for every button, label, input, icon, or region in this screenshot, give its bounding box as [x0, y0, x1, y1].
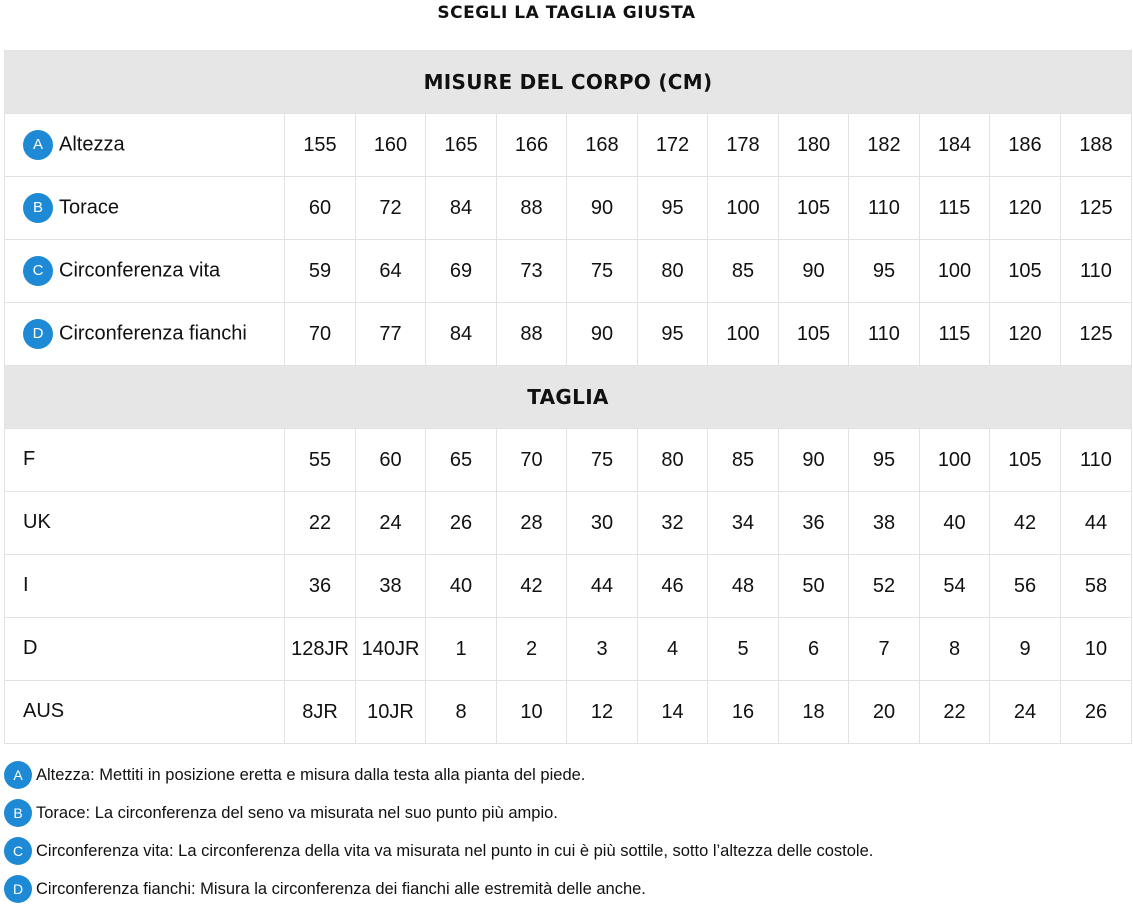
- table-cell: 184: [920, 114, 990, 177]
- table-cell: 165: [426, 114, 497, 177]
- row-label: Altezza: [59, 133, 125, 156]
- table-cell: 110: [849, 177, 920, 240]
- table-cell: 88: [497, 177, 567, 240]
- note-item: [4, 794, 1129, 832]
- table-cell: 24: [356, 492, 426, 555]
- table-cell: 140JR: [356, 618, 426, 681]
- table-cell: 46: [638, 555, 708, 618]
- table-cell: 28: [497, 492, 567, 555]
- row-label: Torace: [59, 196, 120, 219]
- table-cell: 85: [708, 240, 779, 303]
- table-cell: 115: [920, 177, 990, 240]
- row-label-cell: [5, 429, 285, 492]
- table-row: [5, 303, 1132, 366]
- measure-badge: D: [23, 319, 53, 349]
- table-cell: 105: [779, 177, 849, 240]
- table-cell: 40: [426, 555, 497, 618]
- table-cell: 65: [426, 429, 497, 492]
- row-label: AUS: [23, 700, 65, 723]
- row-label-cell: [5, 240, 285, 303]
- table-cell: 1: [426, 618, 497, 681]
- table-cell: 14: [638, 681, 708, 744]
- body-measures-header-row: [5, 51, 1132, 114]
- table-cell: 77: [356, 303, 426, 366]
- table-cell: 56: [990, 555, 1061, 618]
- row-label: Circonferenza vita: [59, 259, 221, 282]
- table-cell: 69: [426, 240, 497, 303]
- table-cell: 54: [920, 555, 990, 618]
- row-label-cell: [5, 492, 285, 555]
- table-cell: 8JR: [285, 681, 356, 744]
- row-label: F: [23, 448, 36, 471]
- table-cell: 72: [356, 177, 426, 240]
- row-label: I: [23, 574, 29, 597]
- table-cell: 38: [849, 492, 920, 555]
- table-row: [5, 177, 1132, 240]
- table-cell: 110: [1061, 429, 1132, 492]
- table-cell: 60: [285, 177, 356, 240]
- table-cell: 55: [285, 429, 356, 492]
- table-cell: 75: [567, 240, 638, 303]
- table-cell: 12: [567, 681, 638, 744]
- table-cell: 34: [708, 492, 779, 555]
- table-cell: 178: [708, 114, 779, 177]
- note-badge: A: [4, 761, 32, 789]
- size-chart-table: [4, 50, 1132, 744]
- table-cell: 32: [638, 492, 708, 555]
- table-cell: 38: [356, 555, 426, 618]
- table-cell: 10: [1061, 618, 1132, 681]
- table-cell: 160: [356, 114, 426, 177]
- table-cell: 172: [638, 114, 708, 177]
- measure-badge: B: [23, 193, 53, 223]
- page-title: SCEGLI LA TAGLIA GIUSTA: [437, 3, 696, 23]
- table-cell: 100: [920, 240, 990, 303]
- table-cell: 6: [779, 618, 849, 681]
- table-row: [5, 618, 1132, 681]
- table-cell: 105: [990, 429, 1061, 492]
- table-cell: 180: [779, 114, 849, 177]
- table-cell: 188: [1061, 114, 1132, 177]
- measure-badge: C: [23, 256, 53, 286]
- table-cell: 60: [356, 429, 426, 492]
- table-cell: 59: [285, 240, 356, 303]
- table-cell: 100: [920, 429, 990, 492]
- table-cell: 70: [285, 303, 356, 366]
- table-cell: 115: [920, 303, 990, 366]
- table-cell: 30: [567, 492, 638, 555]
- table-cell: 64: [356, 240, 426, 303]
- table-cell: 84: [426, 303, 497, 366]
- table-cell: 90: [779, 429, 849, 492]
- table-cell: 182: [849, 114, 920, 177]
- measurement-notes: [4, 756, 1129, 908]
- table-cell: 42: [990, 492, 1061, 555]
- table-cell: 75: [567, 429, 638, 492]
- table-cell: 44: [567, 555, 638, 618]
- table-cell: 5: [708, 618, 779, 681]
- table-row: [5, 240, 1132, 303]
- table-cell: 16: [708, 681, 779, 744]
- sizes-header: TAGLIA: [5, 366, 1132, 429]
- table-cell: 26: [1061, 681, 1132, 744]
- table-cell: 125: [1061, 177, 1132, 240]
- table-cell: 70: [497, 429, 567, 492]
- note-item: [4, 832, 1129, 870]
- table-cell: 36: [779, 492, 849, 555]
- table-cell: 22: [285, 492, 356, 555]
- table-cell: 128JR: [285, 618, 356, 681]
- table-cell: 110: [1061, 240, 1132, 303]
- row-label-cell: [5, 618, 285, 681]
- table-cell: 50: [779, 555, 849, 618]
- table-cell: 100: [708, 177, 779, 240]
- table-cell: 95: [638, 303, 708, 366]
- table-cell: 100: [708, 303, 779, 366]
- table-row: [5, 492, 1132, 555]
- row-label-cell: [5, 303, 285, 366]
- row-label-cell: [5, 114, 285, 177]
- table-cell: 24: [990, 681, 1061, 744]
- measure-badge: A: [23, 130, 53, 160]
- table-cell: 18: [779, 681, 849, 744]
- note-badge: B: [4, 799, 32, 827]
- note-text: Altezza: Mettiti in posizione eretta e misura dalla testa alla pianta del piede.: [36, 765, 586, 784]
- table-cell: 120: [990, 303, 1061, 366]
- table-row: [5, 555, 1132, 618]
- table-cell: 48: [708, 555, 779, 618]
- row-label-cell: [5, 177, 285, 240]
- table-cell: 88: [497, 303, 567, 366]
- note-text: Torace: La circonferenza del seno va misurata nel suo punto più ampio.: [36, 803, 558, 822]
- table-cell: 36: [285, 555, 356, 618]
- table-cell: 95: [849, 429, 920, 492]
- table-cell: 40: [920, 492, 990, 555]
- table-cell: 110: [849, 303, 920, 366]
- note-item: [4, 870, 1129, 908]
- note-badge: C: [4, 837, 32, 865]
- table-cell: 22: [920, 681, 990, 744]
- note-text: Circonferenza fianchi: Misura la circonferenza dei fianchi alle estremità delle anche.: [36, 879, 646, 898]
- row-label: UK: [23, 511, 51, 534]
- table-cell: 10JR: [356, 681, 426, 744]
- table-cell: 3: [567, 618, 638, 681]
- table-cell: 2: [497, 618, 567, 681]
- table-cell: 58: [1061, 555, 1132, 618]
- table-cell: 84: [426, 177, 497, 240]
- note-text: Circonferenza vita: La circonferenza della vita va misurata nel punto in cui è più sottile, sotto l’altezza delle costole.: [36, 841, 874, 860]
- table-cell: 90: [567, 177, 638, 240]
- table-cell: 95: [638, 177, 708, 240]
- table-cell: 105: [779, 303, 849, 366]
- table-row: [5, 114, 1132, 177]
- table-cell: 73: [497, 240, 567, 303]
- table-cell: 95: [849, 240, 920, 303]
- table-cell: 85: [708, 429, 779, 492]
- table-cell: 186: [990, 114, 1061, 177]
- note-badge: D: [4, 875, 32, 903]
- row-label-cell: [5, 681, 285, 744]
- row-label-cell: [5, 555, 285, 618]
- table-cell: 10: [497, 681, 567, 744]
- table-row: [5, 429, 1132, 492]
- table-cell: 168: [567, 114, 638, 177]
- table-cell: 166: [497, 114, 567, 177]
- table-cell: 44: [1061, 492, 1132, 555]
- table-cell: 7: [849, 618, 920, 681]
- table-cell: 8: [920, 618, 990, 681]
- body-measures-header: MISURE DEL CORPO (CM): [5, 51, 1132, 114]
- sizes-header-row: [5, 366, 1132, 429]
- table-cell: 4: [638, 618, 708, 681]
- note-item: [4, 756, 1129, 794]
- table-cell: 8: [426, 681, 497, 744]
- table-cell: 90: [779, 240, 849, 303]
- table-cell: 120: [990, 177, 1061, 240]
- table-cell: 20: [849, 681, 920, 744]
- table-cell: 26: [426, 492, 497, 555]
- table-cell: 80: [638, 429, 708, 492]
- table-row: [5, 681, 1132, 744]
- table-cell: 42: [497, 555, 567, 618]
- table-cell: 90: [567, 303, 638, 366]
- table-cell: 80: [638, 240, 708, 303]
- table-cell: 52: [849, 555, 920, 618]
- table-cell: 9: [990, 618, 1061, 681]
- table-cell: 105: [990, 240, 1061, 303]
- table-cell: 125: [1061, 303, 1132, 366]
- row-label: D: [23, 637, 38, 660]
- table-cell: 155: [285, 114, 356, 177]
- row-label: Circonferenza fianchi: [59, 322, 247, 345]
